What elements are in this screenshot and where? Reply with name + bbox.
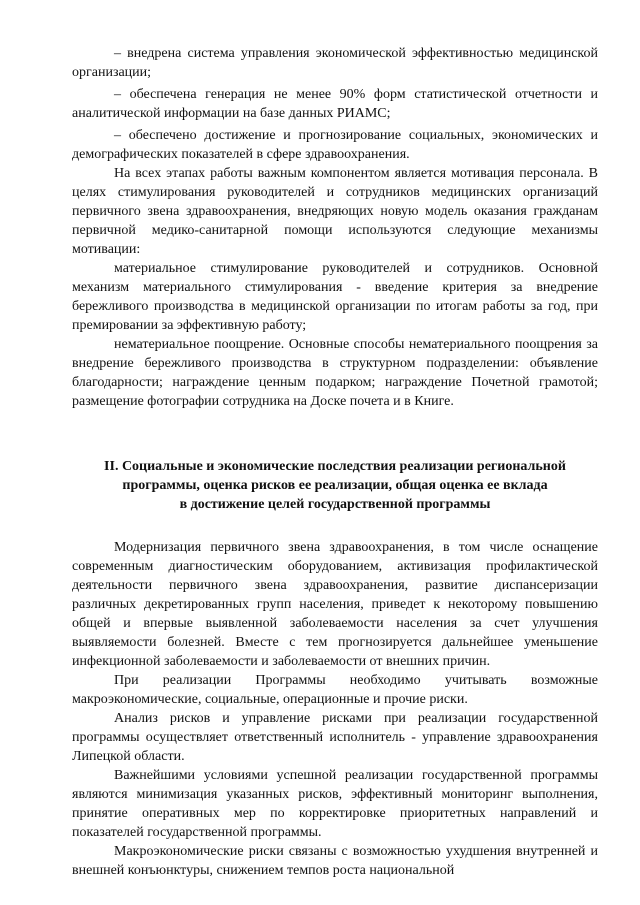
- paragraph-motivation-intro: На всех этапах работы важным компонентом является мотивация персонала. В целях стимулирования руководителей и сотрудников медицинских организаций первичного звена здравоохранения, внедряющих новую модель оказания гражданам первичной медико-санитарной помощи используются следующие механизмы мотивации:: [72, 166, 598, 257]
- paragraph-material-incentives: материальное стимулирование руководителей и сотрудников. Основной механизм материального стимулирования - введение критерия за внедрение бережливого производства в медицинской организации по итогам работы за год, при премировании за эффективную работу;: [72, 261, 598, 333]
- section-heading-line-2: программы, оценка рисков ее реализации, общая оценка ее вклада: [122, 478, 548, 493]
- paragraph-risk-analysis: Анализ рисков и управление рисками при реализации государственной программы осуществляет ответственный исполнитель - управление здравоохранения Липецкой области.: [72, 711, 598, 764]
- paragraph-nonmaterial-incentives: нематериальное поощрение. Основные способы нематериального поощрения за внедрение бережливого производства в структурном подразделении: объявление благодарности; награждение ценным подарком; награждение Почетной грамотой; размещение фотографии сотрудника на Доске почета и в Книге.: [72, 337, 598, 409]
- paragraph-macroeconomic-risks: Макроэкономические риски связаны с возможностью ухудшения внутренней и внешней конъюнктуры, снижением темпов роста национальной: [72, 844, 598, 878]
- section-heading-line-1: II. Социальные и экономические последствия реализации региональной: [104, 459, 566, 474]
- paragraph-modernization: Модернизация первичного звена здравоохранения, в том числе оснащение современным диагностическим оборудованием, активизация профилактической деятельности первичного звена здравоохранения, развитие диспансеризации различных декретированных групп населения, приведет к некоторому повышению общей и впервые выявленной заболеваемости населения за счет улучшения выявляемости болезней. Вместе с тем прогнозируется дальнейшее уменьшение инфекционной заболеваемости и заболеваемости от внешних причин.: [72, 540, 598, 669]
- list-item-indicators: – обеспечено достижение и прогнозирование социальных, экономических и демографических показателей в сфере здравоохранения.: [72, 128, 598, 162]
- list-item-economic-efficiency: – внедрена система управления экономической эффективностью медицинской организации;: [72, 46, 598, 80]
- section-body: [72, 538, 598, 880]
- section-heading-line-3: в достижение целей государственной программы: [179, 497, 491, 512]
- section-heading: [72, 457, 598, 514]
- paragraph-success-conditions: Важнейшими условиями успешной реализации государственной программы являются минимизация указанных рисков, эффективный мониторинг выполнения, принятие оперативных мер по корректировке приоритетных направлений и показателей государственной программы.: [72, 768, 598, 840]
- list-item-statistical-reporting: – обеспечена генерация не менее 90% форм статистической отчетности и аналитической информации на базе данных РИАМС;: [72, 87, 598, 121]
- paragraph-risks: При реализации Программы необходимо учитывать возможные макроэкономические, социальные, операционные и прочие риски.: [72, 673, 598, 707]
